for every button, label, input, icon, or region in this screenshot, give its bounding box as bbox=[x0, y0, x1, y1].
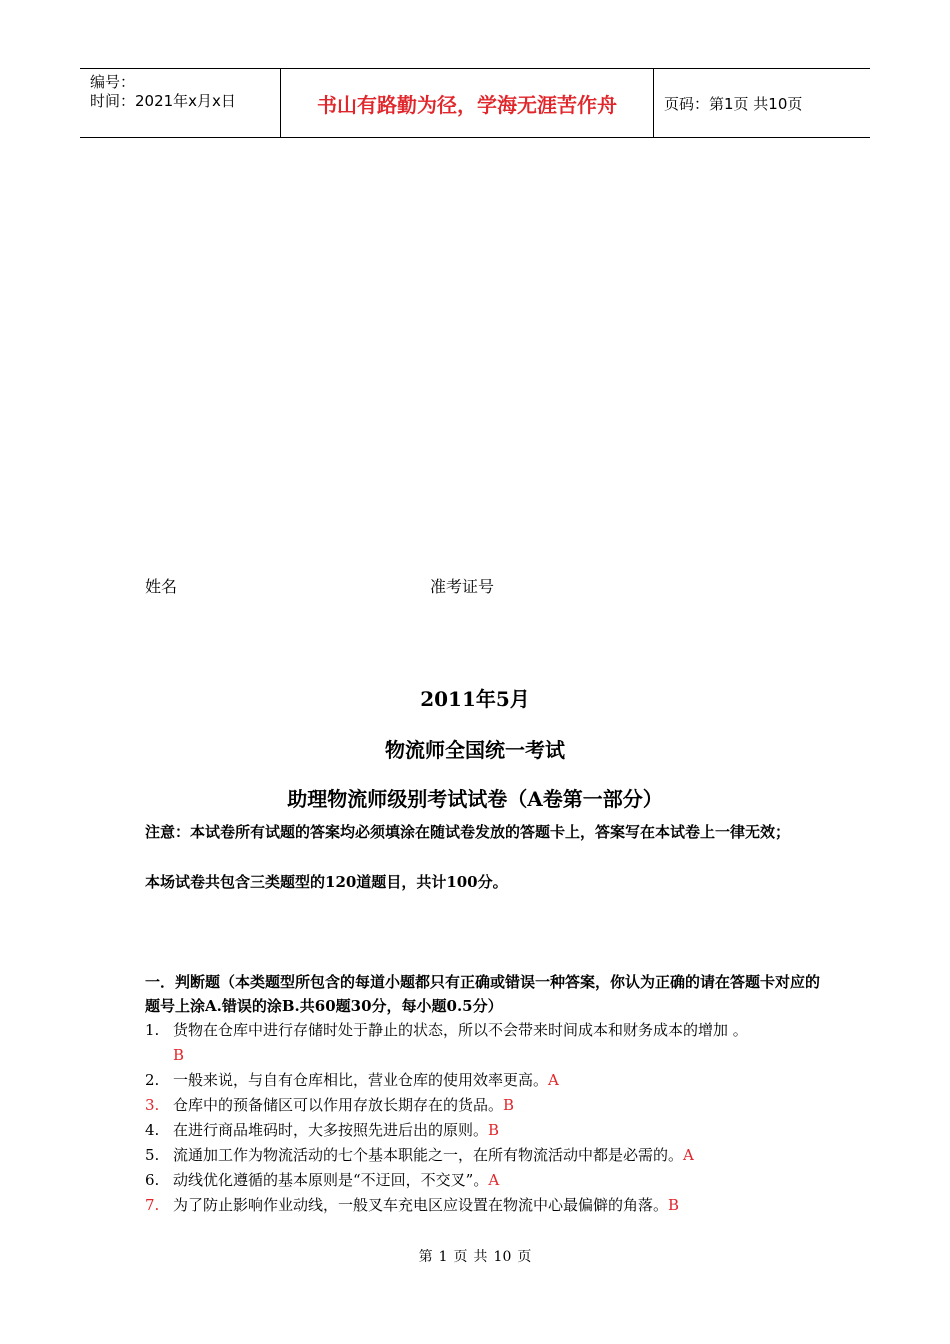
question-answer: B bbox=[173, 1046, 185, 1064]
footer-word: 页 bbox=[517, 1249, 532, 1265]
header-table bbox=[80, 68, 870, 138]
exam-date-title: 2011年5月 bbox=[420, 687, 530, 711]
exam-name-title: 物流师全国统一考试 bbox=[385, 738, 565, 762]
notice-line-2: 本场试卷共包含三类题型的120道题目，共计100分。 bbox=[145, 873, 508, 891]
question-text: 货物在仓库中进行存储时处于静止的状态，所以不会带来时间成本和财务成本的增加 。 bbox=[173, 1021, 748, 1039]
question-answer: A bbox=[683, 1146, 694, 1164]
header-page-cell bbox=[654, 69, 870, 137]
footer-word: 共 bbox=[473, 1249, 488, 1265]
question-answer: A bbox=[488, 1171, 500, 1189]
time-label: 时间：2021年x月x日 bbox=[90, 92, 236, 110]
question-list bbox=[145, 1018, 825, 1218]
question-item bbox=[145, 1193, 825, 1218]
header-meta-cell bbox=[80, 69, 281, 137]
question-item bbox=[145, 1018, 825, 1068]
question-text: 仓库中的预备储区可以作用存放长期存在的货品。 bbox=[173, 1096, 504, 1114]
ticket-label: 准考证号 bbox=[430, 577, 495, 596]
question-item bbox=[145, 1118, 825, 1143]
question-number: 1. bbox=[145, 1021, 160, 1039]
question-item bbox=[145, 1168, 825, 1193]
question-item bbox=[145, 1068, 825, 1093]
question-item bbox=[145, 1143, 825, 1168]
question-text: 流通加工作为物流活动的七个基本职能之一，在所有物流活动中都是必需的。 bbox=[173, 1146, 684, 1164]
question-number: 5. bbox=[145, 1146, 160, 1164]
question-text: 为了防止影响作业动线，一般叉车充电区应设置在物流中心最偏僻的角落。 bbox=[173, 1196, 669, 1214]
question-number: 2. bbox=[145, 1071, 160, 1089]
section-heading: 一．判断题（本类题型所包含的每道小题都只有正确或错误一种答案，你认为正确的请在答题卡对应的题号上涂A.错误的涂B.共60题30分，每小题0.5分） bbox=[145, 973, 821, 1015]
number-label: 编号： bbox=[90, 73, 136, 91]
question-number: 7. bbox=[145, 1196, 160, 1214]
question-text: 在进行商品堆码时，大多按照先进后出的原则。 bbox=[173, 1121, 489, 1139]
question-text: 动线优化遵循的基本原则是“不迂回，不交叉”。 bbox=[173, 1171, 489, 1189]
question-answer: B bbox=[503, 1096, 515, 1114]
question-answer: A bbox=[548, 1071, 559, 1089]
question-answer: B bbox=[668, 1196, 680, 1214]
name-label: 姓名 bbox=[145, 577, 178, 596]
footer-word: 页 bbox=[453, 1249, 468, 1265]
footer-page-number: 1 bbox=[438, 1249, 448, 1265]
question-number: 4. bbox=[145, 1121, 160, 1139]
question-text: 一般来说，与自有仓库相比，营业仓库的使用效率更高。 bbox=[173, 1071, 549, 1089]
footer-word: 第 bbox=[418, 1249, 433, 1265]
question-number: 3. bbox=[145, 1096, 160, 1114]
footer-total-pages: 10 bbox=[493, 1249, 512, 1265]
notice-line-1: 注意：本试卷所有试题的答案均必须填涂在随试卷发放的答题卡上，答案写在本试卷上一律无效； bbox=[145, 823, 791, 841]
question-item bbox=[145, 1093, 825, 1118]
question-number: 6. bbox=[145, 1171, 160, 1189]
paper-title: 助理物流师级别考试试卷（A卷第一部分） bbox=[287, 787, 663, 811]
question-answer: B bbox=[488, 1121, 500, 1139]
page-info: 页码：第1页 共10页 bbox=[664, 94, 803, 113]
motto-text: 书山有路勤为径，学海无涯苦作舟 bbox=[317, 92, 617, 117]
page-footer bbox=[0, 1246, 950, 1266]
header-motto-cell bbox=[281, 69, 654, 137]
